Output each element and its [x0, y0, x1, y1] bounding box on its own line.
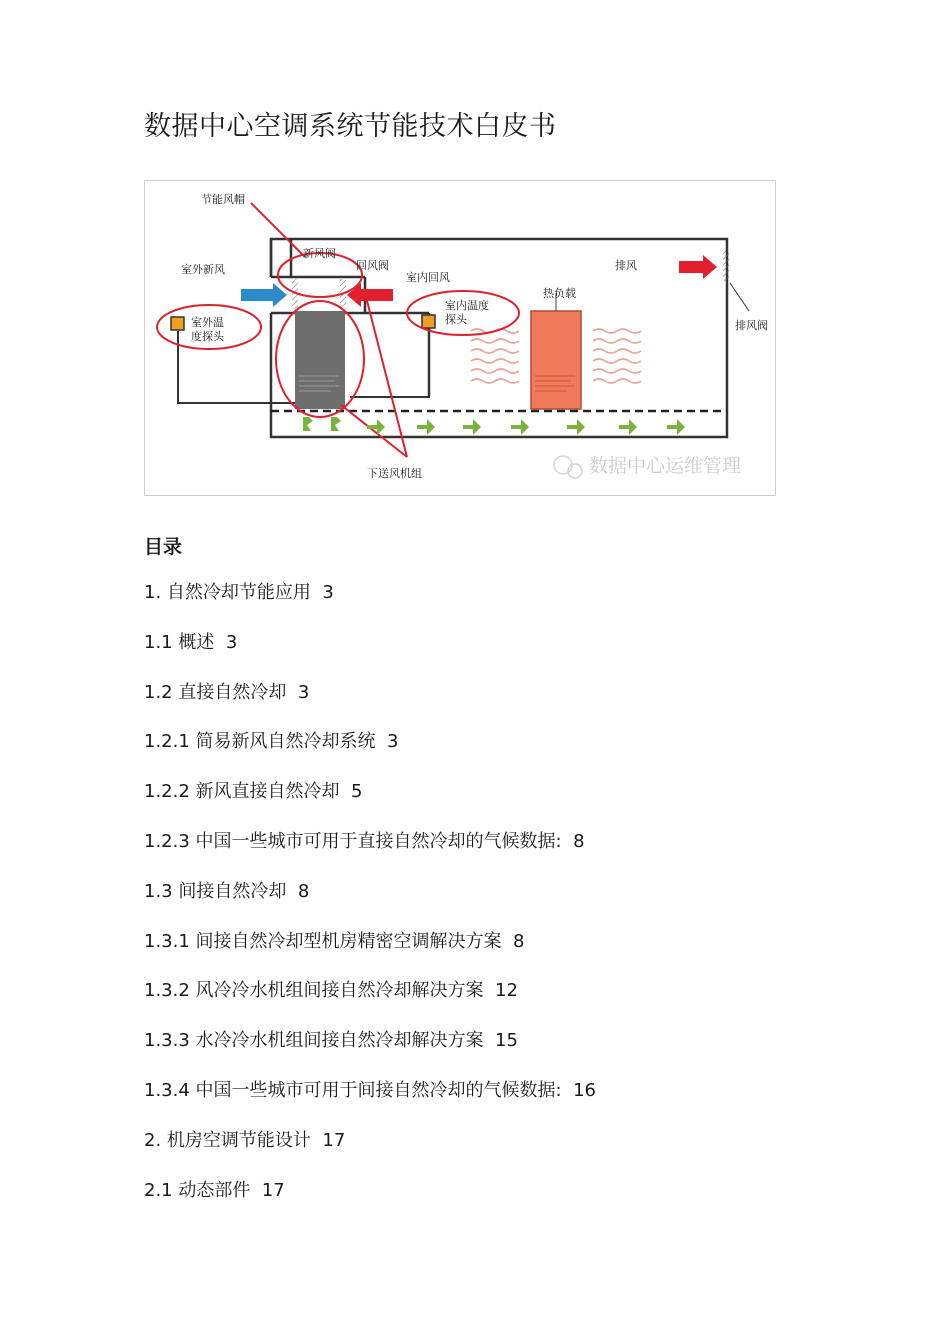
exhaust-valve [723, 251, 729, 281]
toc-entry[interactable] [144, 1126, 596, 1176]
table-of-contents [144, 578, 596, 1225]
svg-text:数据中心运维管理: 数据中心运维管理 [589, 455, 742, 477]
toc-entry-title: 自然冷却节能应用 [166, 582, 311, 603]
toc-entry-number: 1.3 [144, 880, 173, 902]
toc-entry-title: 机房空调节能设计 [166, 1129, 311, 1151]
toc-entry-page: 17 [322, 1129, 346, 1151]
toc-entry-number: 1.3.1 [144, 930, 190, 952]
toc-entry-page: 16 [573, 1079, 596, 1101]
toc-entry-page: 3 [322, 582, 334, 603]
label-energy-hood: 节能风帽 [201, 193, 245, 206]
label-downflow-unit: 下送风机组 [367, 467, 422, 480]
toc-entry[interactable] [144, 1026, 596, 1076]
toc-entry-title: 简易新风自然冷却系统 [195, 731, 376, 753]
heat-waves-right [593, 329, 641, 383]
outdoor-temp-probe [171, 317, 184, 330]
toc-entry-number: 1.1 [144, 631, 173, 653]
toc-entry-page: 12 [495, 980, 518, 1002]
toc-entry-number: 1.3.3 [144, 1030, 190, 1052]
toc-entry-page: 8 [513, 930, 525, 952]
toc-entry[interactable] [144, 678, 596, 728]
downflow-unit [295, 311, 345, 409]
toc-entry-title: 中国一些城市可用于间接自然冷却的气候数据: [195, 1079, 562, 1101]
label-exhaust: 排风 [615, 259, 637, 272]
toc-entry-title: 概述 [178, 631, 215, 653]
toc-entry-title: 间接自然冷却 [178, 880, 287, 902]
label-exhaust-valve: 排风阀 [735, 319, 768, 332]
toc-entry-number: 2. [144, 1129, 162, 1151]
toc-entry-number: 2.1 [144, 1179, 173, 1201]
toc-entry-page: 3 [387, 731, 399, 753]
heat-load-cabinet [531, 311, 581, 409]
toc-entry[interactable] [144, 927, 596, 977]
label-outdoor-probe-line1: 室外温 [191, 316, 224, 329]
toc-heading: 目录 [144, 536, 183, 558]
heat-waves-left [471, 329, 519, 383]
label-outdoor-fresh-air: 室外新风 [181, 263, 225, 276]
air-conditioning-diagram [144, 180, 776, 496]
toc-entry[interactable] [144, 877, 596, 927]
label-indoor-probe-line2: 探头 [445, 313, 467, 326]
toc-entry-page: 15 [495, 1030, 518, 1052]
label-return-air-valve: 回风阀 [356, 259, 389, 272]
toc-entry-title: 动态部件 [178, 1179, 251, 1201]
return-air-arrow-icon [347, 283, 393, 307]
toc-entry-page: 3 [297, 681, 310, 703]
toc-entry-title: 新风直接自然冷却 [195, 781, 340, 803]
label-indoor-return-air: 室内回风 [406, 271, 450, 284]
toc-entry-page: 5 [351, 781, 363, 803]
toc-entry[interactable] [144, 1076, 596, 1126]
toc-entry-number: 1.3.4 [144, 1079, 190, 1101]
toc-entry-page: 8 [297, 880, 310, 902]
toc-entry[interactable] [144, 827, 596, 877]
toc-entry-page: 17 [261, 1179, 285, 1201]
toc-entry-title: 水冷冷水机组间接自然冷却解决方案 [195, 1030, 484, 1052]
toc-entry[interactable] [144, 628, 596, 678]
toc-entry-number: 1.2 [144, 681, 173, 703]
toc-entry[interactable] [144, 1176, 596, 1226]
label-outdoor-probe-line2: 度探头 [191, 330, 224, 343]
toc-entry-number: 1.3.2 [144, 980, 190, 1002]
toc-entry-title: 间接自然冷却型机房精密空调解决方案 [195, 930, 502, 952]
toc-entry-number: 1. [144, 582, 162, 603]
label-indoor-probe-line1: 室内温度 [445, 299, 489, 312]
watermark [554, 455, 741, 478]
label-heat-load: 热负载 [543, 287, 576, 300]
label-fresh-air-valve: 新风阀 [303, 247, 336, 260]
toc-entry-page: 8 [573, 830, 585, 852]
toc-entry-page: 3 [225, 631, 238, 653]
toc-entry-title: 直接自然冷却 [178, 681, 287, 703]
toc-entry-number: 1.2.2 [144, 781, 190, 803]
toc-entry-number: 1.2.1 [144, 731, 190, 753]
wechat-icon [554, 456, 572, 474]
indoor-temp-probe [422, 315, 435, 328]
toc-entry[interactable] [144, 727, 596, 777]
exhaust-arrow-icon [679, 255, 717, 279]
toc-entry[interactable] [144, 578, 596, 628]
toc-entry[interactable] [144, 976, 596, 1026]
document-title: 数据中心空调系统节能技术白皮书 [144, 111, 557, 142]
toc-entry-number: 1.2.3 [144, 830, 190, 852]
fresh-air-arrow-icon [241, 283, 287, 307]
toc-entry[interactable] [144, 777, 596, 827]
toc-entry-title: 中国一些城市可用于直接自然冷却的气候数据: [195, 830, 562, 852]
toc-entry-title: 风冷冷水机组间接自然冷却解决方案 [195, 980, 484, 1002]
